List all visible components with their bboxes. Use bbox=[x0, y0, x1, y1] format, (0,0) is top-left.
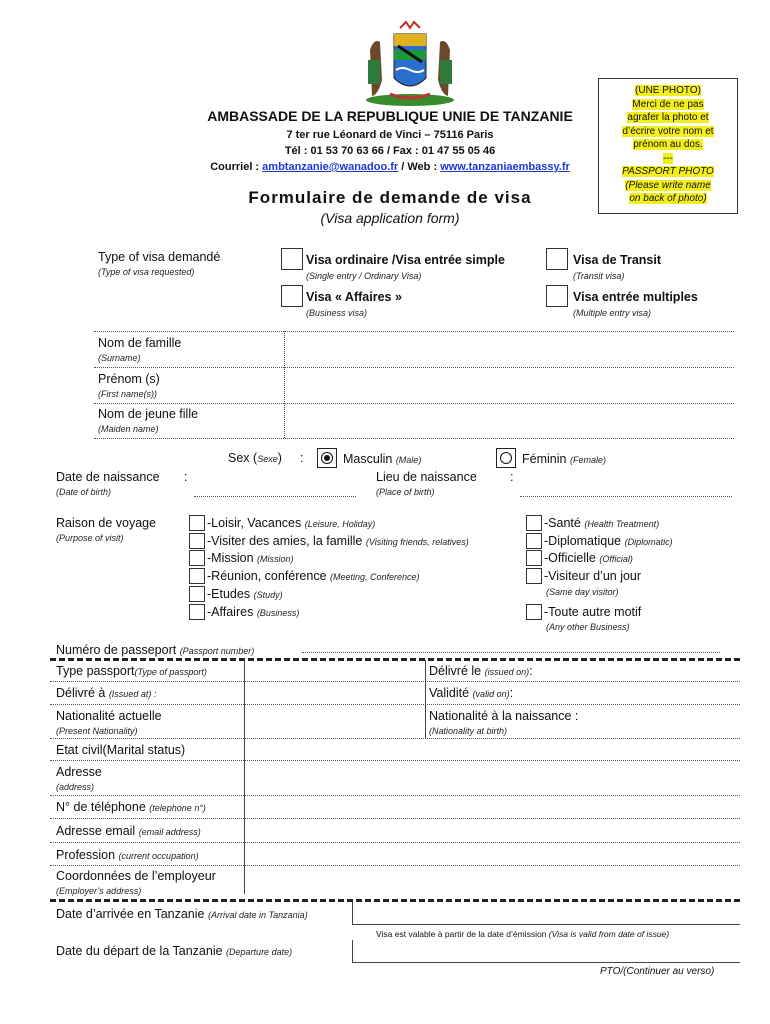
purpose-day-visitor-label: -Visiteur d’un jour bbox=[544, 569, 642, 583]
first-name-label: Prénom (s) bbox=[98, 372, 160, 386]
birth-date-colon: : bbox=[184, 470, 188, 484]
purpose-visit-label: -Visiter des amies, la famille (Visiting friends, relatives) bbox=[207, 534, 469, 548]
profession-label: Profession (current occupation) bbox=[56, 848, 199, 862]
coat-of-arms-emblem bbox=[360, 20, 460, 108]
birth-place-colon: : bbox=[510, 470, 514, 484]
checkbox-purpose-day-visitor[interactable] bbox=[526, 568, 542, 584]
passport-number-field[interactable] bbox=[302, 652, 720, 653]
purpose-label: Raison de voyage bbox=[56, 516, 157, 530]
nationality-birth-label: Nationalité à la naissance : bbox=[429, 709, 579, 723]
pto-note: PTO/(Continuer au verso) bbox=[600, 966, 715, 977]
birth-date-label: Date de naissance bbox=[56, 470, 160, 484]
embassy-name: AMBASSADE DE LA REPUBLIQUE UNIE DE TANZANIE bbox=[207, 108, 573, 124]
purpose-official-label: -Officielle (Official) bbox=[544, 551, 633, 565]
checkbox-visa-ordinary[interactable] bbox=[281, 248, 303, 270]
checkbox-purpose-business[interactable] bbox=[189, 604, 205, 620]
visa-ordinary-label: Visa ordinaire /Visa entrée simple bbox=[306, 253, 505, 267]
purpose-meeting-label: -Réunion, conférence (Meeting, Conference) bbox=[207, 569, 420, 583]
web-link[interactable]: www.tanzaniaembassy.fr bbox=[440, 161, 570, 173]
issued-at-label: Délivré à (Issued at) : bbox=[56, 686, 157, 700]
photo-note-8: (Please write name bbox=[625, 179, 711, 191]
purpose-study-label: -Etudes (Study) bbox=[207, 587, 283, 601]
arrival-label: Date d’arrivée en Tanzanie (Arrival date in Tanzania) bbox=[56, 907, 308, 921]
form-title: Formulaire de demande de visa bbox=[248, 188, 532, 207]
checkbox-visa-transit[interactable] bbox=[546, 248, 568, 270]
checkbox-visa-business[interactable] bbox=[281, 285, 303, 307]
photo-note-9: on back of photo) bbox=[629, 193, 707, 204]
photo-note-1: (UNE PHOTO) bbox=[635, 85, 701, 96]
photo-note-4: d’écrire votre nom et bbox=[622, 125, 714, 137]
purpose-diplomatic-label: -Diplomatique (Diplomatic) bbox=[544, 534, 673, 548]
employer-label: Coordonnées de l’employeur bbox=[56, 869, 216, 883]
purpose-health-label: -Santé (Health Treatment) bbox=[544, 516, 660, 530]
web-label: / Web : bbox=[401, 161, 438, 173]
email-label: Courriel : bbox=[210, 161, 260, 173]
checkbox-purpose-health[interactable] bbox=[526, 515, 542, 531]
maiden-name-label: Nom de jeune fille bbox=[98, 407, 199, 421]
visa-transit-en: (Transit visa) bbox=[573, 271, 625, 281]
embassy-address: 7 ter rue Léonard de Vinci – 75116 Paris bbox=[286, 129, 494, 141]
photo-note-3: agrafer la photo et bbox=[627, 112, 709, 123]
surname-en: (Surname) bbox=[98, 353, 141, 363]
visa-transit-label: Visa de Transit bbox=[573, 253, 662, 267]
checkbox-purpose-diplomatic[interactable] bbox=[526, 533, 542, 549]
birth-date-field[interactable] bbox=[194, 496, 356, 497]
nationality-label: Nationalité actuelle bbox=[56, 709, 162, 723]
purpose-other-label: -Toute autre motif bbox=[544, 605, 642, 619]
marital-status-label: Etat civil(Marital status) bbox=[56, 743, 186, 757]
surname-field[interactable] bbox=[288, 333, 732, 365]
photo-note-5: prénom au dos. bbox=[633, 139, 703, 150]
purpose-business-label: -Affaires (Business) bbox=[207, 605, 300, 619]
passport-type-label: Type passport(Type of passport) bbox=[56, 664, 207, 678]
checkbox-purpose-meeting[interactable] bbox=[189, 568, 205, 584]
sex-female-label: Féminin (Female) bbox=[522, 452, 606, 466]
passport-photo-box bbox=[598, 78, 738, 214]
validity-note: Visa est valable à partir de la date d’émission (Visa is valid from date of issue) bbox=[376, 929, 670, 939]
photo-note-7: PASSPORT PHOTO bbox=[622, 166, 714, 177]
issued-on-label: Délivré le (issued on): bbox=[429, 664, 533, 678]
embassy-contact-line bbox=[150, 161, 630, 173]
employer-en: (Employer’s address) bbox=[56, 886, 142, 896]
visa-type-label: Type of visa demandé bbox=[98, 250, 221, 264]
checkbox-visa-multiple[interactable] bbox=[546, 285, 568, 307]
embassy-phone-fax: Tél : 01 53 70 63 66 / Fax : 01 47 55 05 46 bbox=[284, 145, 496, 157]
validity-label: Validité (valid on): bbox=[429, 686, 514, 700]
first-name-field[interactable] bbox=[288, 369, 732, 401]
radio-sex-female[interactable] bbox=[496, 448, 516, 468]
checkbox-purpose-mission[interactable] bbox=[189, 550, 205, 566]
visa-business-en: (Business visa) bbox=[306, 308, 368, 318]
email-link[interactable]: ambtanzanie@wanadoo.fr bbox=[262, 161, 399, 173]
visa-ordinary-en: (Single entry / Ordinary Visa) bbox=[306, 271, 422, 281]
checkbox-purpose-study[interactable] bbox=[189, 586, 205, 602]
sex-label: Sex (Sexe) bbox=[228, 451, 282, 465]
maiden-name-field[interactable] bbox=[288, 405, 732, 437]
birth-place-label: Lieu de naissance bbox=[376, 470, 477, 484]
sex-colon: : bbox=[300, 451, 304, 465]
address-label: Adresse bbox=[56, 765, 102, 779]
checkbox-purpose-visit[interactable] bbox=[189, 533, 205, 549]
purpose-day-visitor-en: (Same day visitor) bbox=[546, 587, 619, 597]
nationality-birth-en: (Nationality at birth) bbox=[429, 726, 508, 736]
birth-place-field[interactable] bbox=[520, 496, 732, 497]
birth-place-en: (Place of birth) bbox=[376, 487, 435, 497]
visa-multiple-label: Visa entrée multiples bbox=[573, 290, 698, 304]
birth-date-en: (Date of birth) bbox=[56, 487, 112, 497]
first-name-en: (First name(s)) bbox=[98, 389, 157, 399]
nationality-en: (Present Nationality) bbox=[56, 726, 138, 736]
telephone-label: N° de téléphone (telephone n°) bbox=[56, 800, 206, 814]
address-en: (address) bbox=[56, 782, 95, 792]
email-field-label: Adresse email (email address) bbox=[56, 824, 201, 838]
sex-male-label: Masculin (Male) bbox=[343, 452, 422, 466]
purpose-en: (Purpose of visit) bbox=[56, 533, 124, 543]
surname-label: Nom de famille bbox=[98, 336, 182, 350]
purpose-leisure-label: -Loisir, Vacances (Leisure, Holiday) bbox=[207, 516, 376, 530]
arrival-field[interactable] bbox=[352, 924, 740, 925]
photo-note-2: Merci de ne pas bbox=[632, 98, 704, 110]
passport-number-label: Numéro de passeport (Passport number) bbox=[56, 643, 255, 657]
maiden-name-en: (Maiden name) bbox=[98, 424, 159, 434]
visa-multiple-en: (Multiple entry visa) bbox=[573, 308, 652, 318]
visa-business-label: Visa « Affaires » bbox=[306, 290, 402, 304]
checkbox-purpose-leisure[interactable] bbox=[189, 515, 205, 531]
photo-note-6: --- bbox=[663, 152, 673, 164]
checkbox-purpose-official[interactable] bbox=[526, 550, 542, 566]
form-subtitle: (Visa application form) bbox=[320, 210, 460, 226]
purpose-other-en: (Any other Business) bbox=[546, 622, 630, 632]
visa-type-label-en: (Type of visa requested) bbox=[98, 267, 195, 277]
checkbox-purpose-other[interactable] bbox=[526, 604, 542, 620]
radio-sex-male[interactable] bbox=[317, 448, 337, 468]
purpose-mission-label: -Mission (Mission) bbox=[207, 551, 294, 565]
departure-label: Date du départ de la Tanzanie (Departure date) bbox=[56, 944, 293, 958]
departure-field[interactable] bbox=[352, 962, 740, 963]
